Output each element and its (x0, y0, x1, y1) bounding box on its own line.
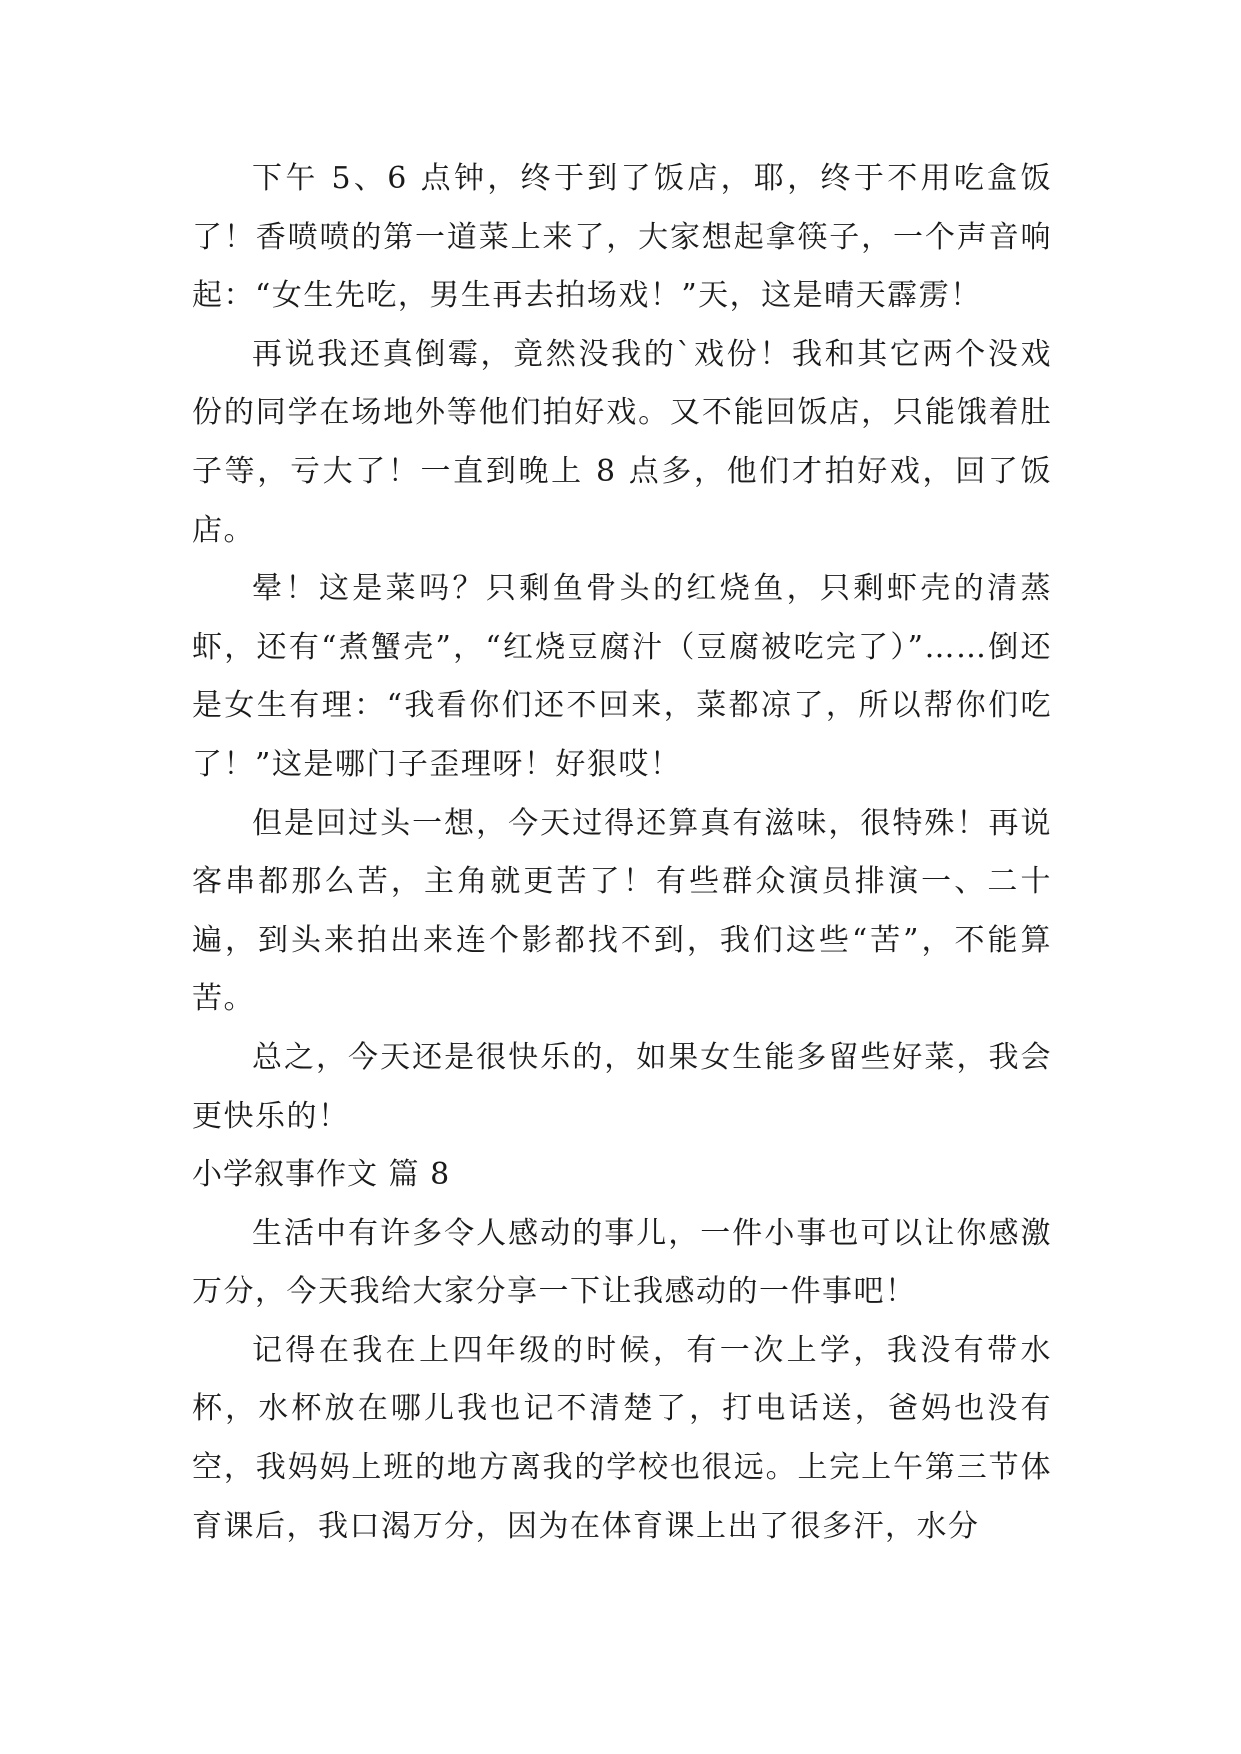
paragraph-2: 再说我还真倒霉，竟然没我的`戏份！我和其它两个没戏份的同学在场地外等他们拍好戏。又不能回饭店，只能饿着肚子等，亏大了！一直到晚上 8 点多，他们才拍好戏，回了饭店。 (192, 336, 1052, 548)
section-heading: 小学叙事作文 篇 8 (192, 1157, 451, 1193)
paragraph-7: 记得在我在上四年级的时候，有一次上学，我没有带水杯，水杯放在哪儿我也记不清楚了，打电话送，爸妈也没有空，我妈妈上班的地方离我的学校也很远。上完上午第三节体育课后，我口渴万分，因为在体育课上出了很多汗，水分 (192, 1332, 1052, 1544)
paragraph-5: 总之，今天还是很快乐的，如果女生能多留些好菜，我会更快乐的！ (192, 1039, 1052, 1134)
paragraph-4: 但是回过头一想，今天过得还算真有滋味，很特殊！再说客串都那么苦，主角就更苦了！有些群众演员排演一、二十遍，到头来拍出来连个影都找不到，我们这些“苦”，不能算苦。 (192, 805, 1052, 1017)
paragraph-1: 下午 5、6 点钟，终于到了饭店，耶，终于不用吃盒饭了！香喷喷的第一道菜上来了，大家想起拿筷子，一个声音响起：“女生先吃，男生再去拍场戏！”天，这是晴天霹雳！ (192, 161, 1052, 314)
paragraph-6: 生活中有许多令人感动的事儿，一件小事也可以让你感激万分，今天我给大家分享一下让我感动的一件事吧！ (192, 1215, 1052, 1310)
document-page (192, 150, 1052, 1556)
paragraph-3: 晕！这是菜吗？只剩鱼骨头的红烧鱼，只剩虾壳的清蒸虾，还有“煮蟹壳”，“红烧豆腐汁（豆腐被吃完了）”……倒还是女生有理：“我看你们还不回来，菜都凉了，所以帮你们吃了！”这是哪门子歪理呀！好狠哎！ (192, 571, 1052, 782)
